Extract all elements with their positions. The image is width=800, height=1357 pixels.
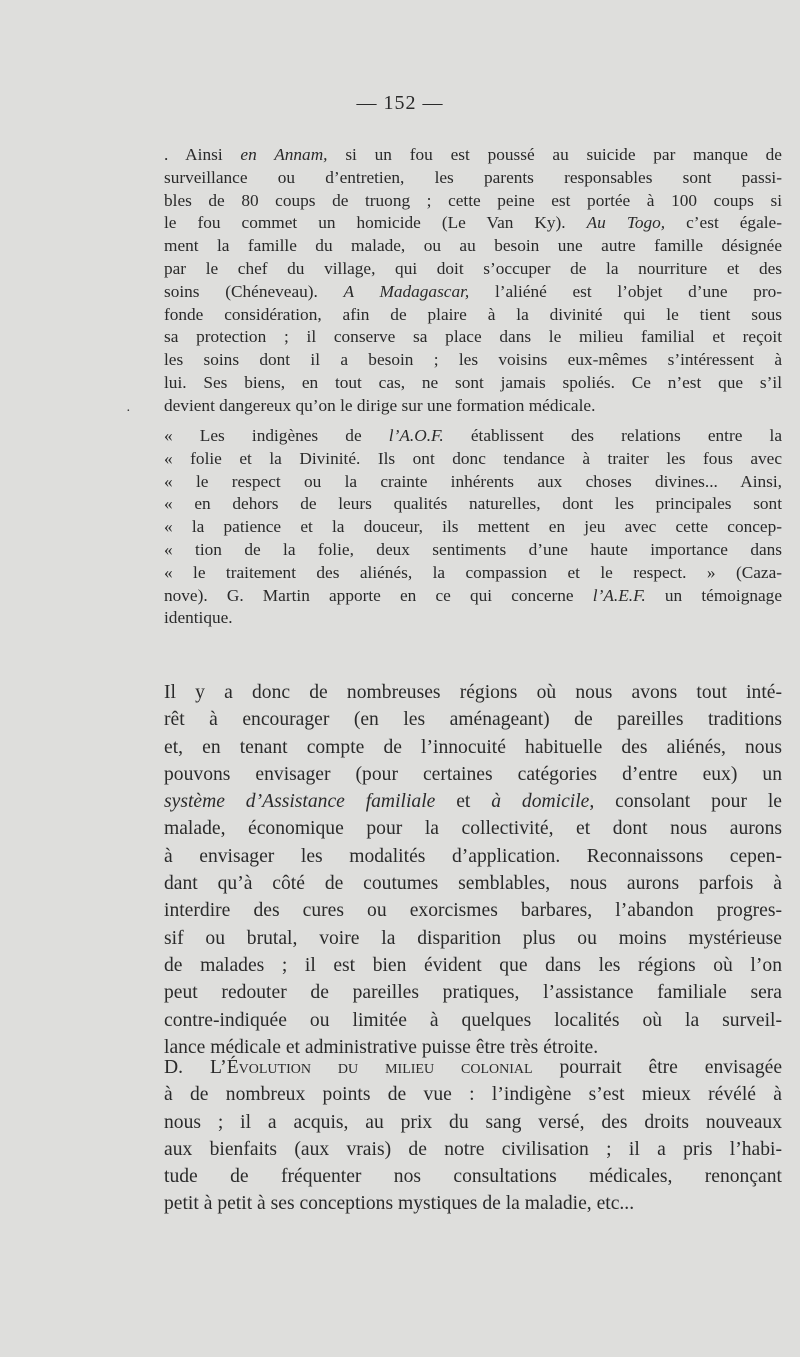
line-text: lui. Ses biens, en tout cas, ne sont jamais spoliés. Ce n’est que s’il <box>164 372 782 392</box>
line-text: « en dehors de leurs qualités naturelles, dont les principales sont <box>164 494 782 514</box>
line-text: et, en tenant compte de l’innocuité habituelle des aliénés, nous <box>164 736 782 758</box>
line-text: c’est égale- <box>665 213 782 233</box>
text-line <box>164 585 782 608</box>
line-text: de malades ; il est bien évident que dans les régions où l’on <box>164 954 782 976</box>
line-text: Il y a donc de nombreuses régions où nous avons tout inté- <box>164 682 782 703</box>
text-line <box>164 326 782 349</box>
text-line <box>164 395 782 418</box>
text-line <box>164 372 782 395</box>
text-line <box>164 235 782 258</box>
line-text: devient dangereux qu’on le dirige sur une formation médicale. <box>164 395 596 415</box>
text-line <box>164 539 782 562</box>
text-line <box>164 1007 782 1034</box>
text-line <box>164 281 782 304</box>
line-text: tude de fréquenter nos consultations médicales, renonçant <box>164 1166 782 1188</box>
line-text: bles de 80 coups de truong ; cette peine est portée à 100 coups si <box>164 190 782 210</box>
line-text: D. <box>164 1057 210 1078</box>
text-line <box>164 870 782 897</box>
text-line <box>164 562 782 585</box>
line-text: un témoignage <box>645 585 782 605</box>
line-text: consolant pour le <box>594 791 782 813</box>
line-text: établissent des relations entre la <box>443 426 782 445</box>
text-line <box>164 448 782 471</box>
line-text: les soins dont il a besoin ; les voisins eux-mêmes s’intéressent à <box>164 350 782 370</box>
text-line <box>164 788 782 815</box>
line-text: rêt à encourager (en les aménageant) de pareilles traditions <box>164 709 782 731</box>
line-text: par le chef du village, qui doit s’occuper de la nourriture et des <box>164 258 782 278</box>
text-line <box>164 167 782 190</box>
line-text: « folie et la Divinité. Ils ont donc tendance à traiter les fous avec <box>164 448 782 468</box>
line-text: « la patience et la douceur, ils mettent en jeu avec cette concep- <box>164 517 782 537</box>
line-text: fonde considération, afin de plaire à la divinité qui le tient sous <box>164 304 782 324</box>
small-caps-heading: L’Évolution du milieu colonial <box>210 1057 533 1078</box>
text-line <box>164 1163 782 1190</box>
text-line <box>164 212 782 235</box>
line-text: lance médicale et administrative puisse être très étroite. <box>164 1036 599 1058</box>
line-text: surveillance ou d’entretien, les parents responsables sont passi- <box>164 167 782 187</box>
text-line <box>164 1109 782 1136</box>
text-line <box>164 679 782 706</box>
text-line <box>164 471 782 494</box>
line-text: « le respect ou la crainte inhérents aux choses divines... Ainsi, <box>164 471 782 491</box>
italic-text: A Madagascar, <box>343 281 470 301</box>
line-text: peut redouter de pareilles pratiques, l’assistance familiale sera <box>164 982 782 1004</box>
page-number: — 152 — <box>356 92 444 114</box>
text-line <box>164 1054 782 1081</box>
line-text: pourrait être envisagée <box>532 1057 783 1078</box>
text-line <box>164 815 782 842</box>
line-text: aux bienfaits (aux vrais) de notre civilisation ; il a pris l’habi- <box>164 1138 782 1160</box>
text-line <box>164 607 782 630</box>
text-line <box>164 1136 782 1163</box>
line-text: . Ainsi <box>164 145 241 164</box>
text-line <box>164 190 782 213</box>
line-text: pouvons envisager (pour certaines catégories d’entre eux) un <box>164 763 782 785</box>
text-line <box>164 1081 782 1108</box>
text-line <box>164 925 782 952</box>
line-text: identique. <box>164 608 233 628</box>
line-text: soins (Chéneveau). <box>164 281 344 301</box>
line-text: nous ; il a acquis, au prix du sang versé, des droits nouveaux <box>164 1111 782 1133</box>
paragraph-3 <box>140 679 782 1061</box>
line-text: l’aliéné est l’objet d’une pro- <box>469 281 783 301</box>
line-text: si un fou est poussé au suicide par manque de <box>327 145 782 164</box>
italic-text: l’A.E.F. <box>592 585 646 605</box>
italic-text: système d’Assistance familiale <box>164 791 436 813</box>
text-line <box>164 843 782 870</box>
text-line <box>164 897 782 924</box>
text-line <box>164 304 782 327</box>
text-line <box>164 144 782 167</box>
text-line <box>164 979 782 1006</box>
line-text: contre-indiquée ou limitée à quelques localités où la surveil- <box>164 1009 782 1031</box>
text-line <box>164 349 782 372</box>
line-text: dant qu’à côté de coutumes semblables, nous aurons parfois à <box>164 873 782 895</box>
paragraph-1 <box>140 144 782 418</box>
line-text: sif ou brutal, voire la disparition plus ou moins mystérieuse <box>164 927 782 949</box>
line-text: le fou commet un homicide (Le Van Ky). <box>164 213 587 233</box>
text-line <box>164 761 782 788</box>
line-text: « le traitement des aliénés, la compassion et le respect. » (Caza- <box>164 562 782 582</box>
line-text: petit à petit à ses conceptions mystiques de la maladie, etc... <box>164 1193 635 1215</box>
line-text: interdire des cures ou exorcismes barbares, l’abandon progres- <box>164 900 782 922</box>
text-line <box>164 952 782 979</box>
line-text: « Les indigènes de <box>164 426 389 445</box>
italic-text: l’A.O.F. <box>388 426 444 445</box>
line-text: malade, économique pour la collectivité, et dont nous aurons <box>164 818 782 840</box>
line-text: à envisager les modalités d’application. Reconnaissons cepen- <box>164 845 782 867</box>
line-text: sa protection ; il conserve sa place dans le milieu familial et reçoit <box>164 327 782 347</box>
line-text: et <box>435 791 492 813</box>
margin-dot: · <box>126 404 131 419</box>
line-text: « tion de la folie, deux sentiments d’une haute importance dans <box>164 539 782 559</box>
paragraph-2-quotation <box>140 425 782 630</box>
text-line <box>164 516 782 539</box>
text-line <box>164 258 782 281</box>
italic-text: Au Togo, <box>586 213 666 233</box>
italic-text: en Annam, <box>240 145 328 164</box>
line-text: ment la famille du malade, ou au besoin une autre famille désignée <box>164 236 782 256</box>
line-text: à de nombreux points de vue : l’indigène s’est mieux révélé à <box>164 1084 782 1106</box>
paragraph-4-section-d <box>140 1054 782 1218</box>
text-line <box>164 1190 782 1217</box>
text-line <box>164 493 782 516</box>
text-line <box>164 734 782 761</box>
text-line <box>164 425 782 448</box>
italic-text: à domicile, <box>491 791 595 813</box>
line-text: nove). G. Martin apporte en ce qui concerne <box>164 585 593 605</box>
text-line <box>164 706 782 733</box>
